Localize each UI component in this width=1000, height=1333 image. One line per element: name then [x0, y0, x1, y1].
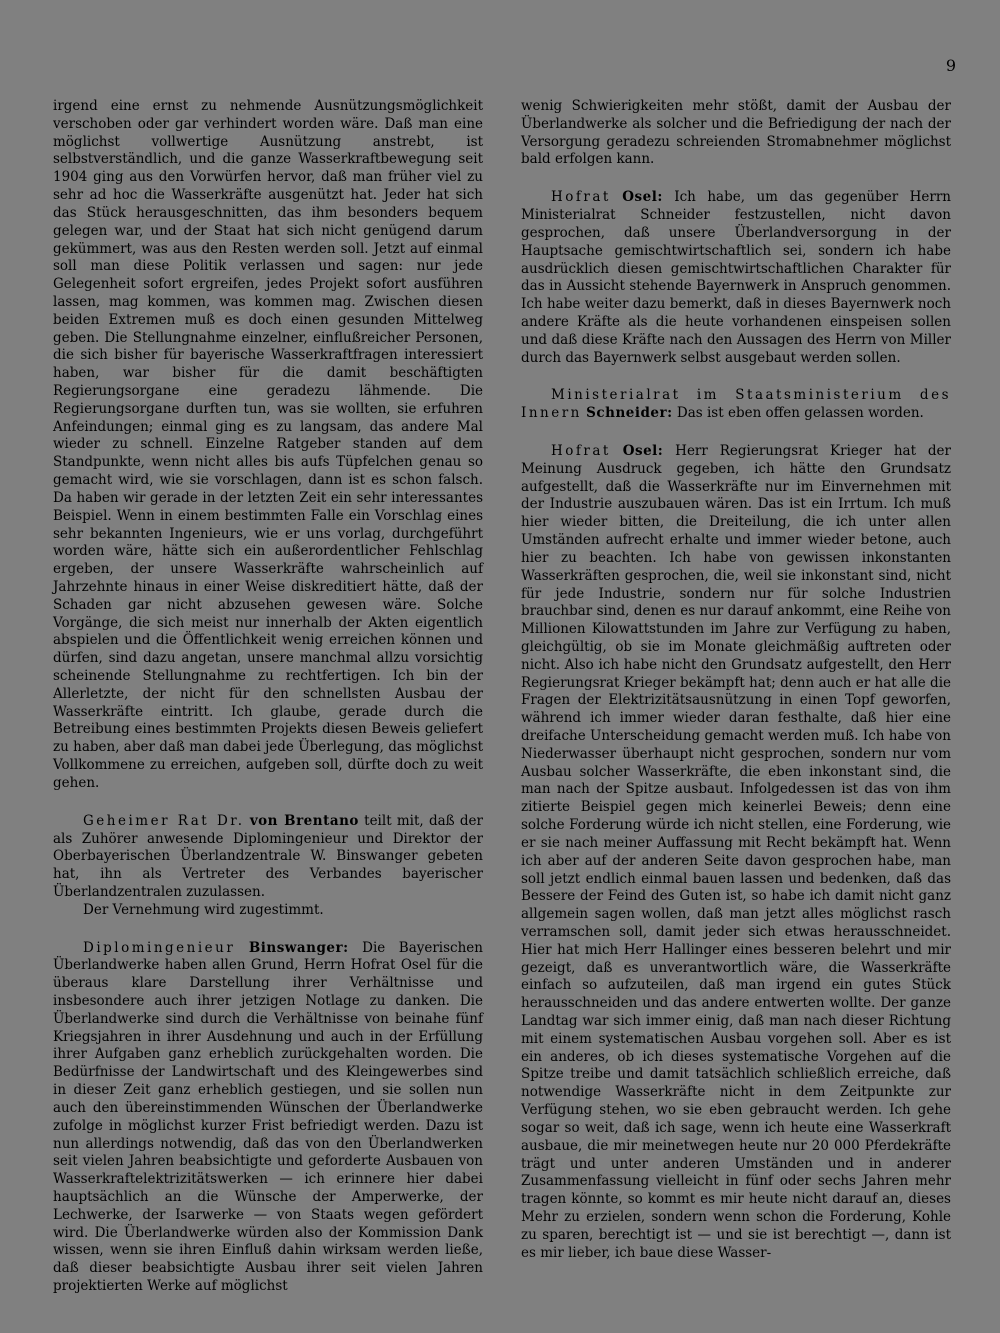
speaker-name: Binswanger: [248, 939, 349, 956]
paragraph [521, 443, 951, 1262]
right-column [521, 98, 951, 1262]
paragraph [53, 940, 483, 1296]
speaker-title: Diplomingenieur [83, 939, 236, 956]
paragraph-text: Der Vernehmung wird zugestimmt. [83, 901, 324, 918]
paragraph [53, 902, 483, 920]
paragraph [53, 98, 483, 793]
paragraph-text: teilt mit, daß der als Zuhörer anwesende Diplomingenieur und Direktor der Oberbayerischen Überlandzentrale W. Binswanger gebeten hat, ihn als Vertreter des Verbandes bayerischer Überlandzentralen zuzulassen. [53, 812, 484, 900]
speaker-title: Hofrat [551, 189, 611, 206]
speaker-name: Schneider: [586, 405, 673, 422]
paragraph-text: Herr Regierungsrat Krieger hat der Meinung Ausdruck gegeben, ich hätte den Grundsatz aufgestellt, daß die Wasserkräfte nur im Einvernehmen mit der Industrie auszubauen wären. Das ist ein Irrtum. Ich muß hier wieder bitten, die Dreiteilung, die ich unter allen Umständen aufrecht erhalte und immer wieder betone, auch hier zu beachten. Ich habe von gewissen inkonstanten Wasserkräften gesprochen, die, weil sie inkonstant sind, nicht für jede Industrie, sondern nur für solche Industrien brauchbar sind, denen es nur darauf ankommt, eine Reihe von Millionen Kilowattstunden im Jahre zur Verfügung zu haben, gleichgültig, ob sie im Monate gleichmäßig auftreten oder nicht. Also ich habe nicht den Grundsatz aufgestellt, den Herr Regierungsrat Krieger bekämpft hat; denn auch er hat alle die Fragen der Elektrizitätsausnützung in einen Topf geworfen, während ich immer wieder daran festhalte, daß hier eine dreifache Unterscheidung gemacht werden muß. Ich habe von Niederwasser überhaupt nicht gesprochen, sondern nur vom Ausbau solcher Wasserkräfte, die eben inkonstant sind, die man nach der Spitze ausbaut. Infolgedessen ist das von ihm zitierte Beispiel gegen mich keinerlei Beweis; denn eine solche Forderung würde ich nicht stellen, eine Forderung, wie er sie nach meiner Auffassung mit Recht bekämpft hat. Wenn ich aber auf der anderen Seite davon gesprochen habe, man soll jetzt endlich einmal bauen lassen und bedenken, daß das Bessere der Feind des Guten ist, so habe ich damit nicht ganz allgemein sagen wollen, daß man jetzt alles möglichst rasch verramschen soll, damit jeder sich etwas herausschneidet. Hier hat mich Herr Hallinger eines besseren belehrt und mir gezeigt, daß es unverantwortlich wäre, die Wasserkräfte einfach so aufzuteilen, daß man irgend ein gutes Stück herausschneiden und das andere entwerten wollte. Der ganze Landtag war sich immer einig, daß man nach dieser Richtung mit einem systematischen Ausbau vorgehen soll. Aber es ist ein anderes, ob ich dieses systematische Vorgehen auf die Spitze treibe und damit tatsächlich schließlich erreiche, daß notwendige Wasserkräfte nicht in dem Zeitpunkte zur Verfügung stehen, wo sie eben gebraucht werden. Ich gehe sogar so weit, daß ich sage, wenn ich heute eine Wasserkraft ausbaue, die mir meinetwegen heute nur 20 000 Pferdekräfte trägt und unter anderen Umständen und in anderer Zusammenfassung vielleicht in fünf oder sechs Jahren mehr tragen könnte, so kommt es mir heute nicht darauf an, dieses Mehr zu erzielen, sondern wenn schon die Forderung, Kohle zu sparen, berechtigt ist — und sie ist berechtigt —, dann ist es mir lieber, ich baue diese Wasser- [521, 443, 951, 1261]
left-column [53, 98, 483, 1296]
paragraph-text: Das ist eben offen gelassen worden. [672, 405, 924, 422]
page-number: 9 [945, 56, 957, 75]
speaker-name: Osel: [622, 443, 664, 459]
speaker-title: Geheimer Rat Dr. [83, 812, 245, 829]
speaker-title: Ministerialrat im Staatsministerium des Innern [521, 387, 951, 422]
paragraph [53, 813, 483, 902]
paragraph-text: irgend eine ernst zu nehmende Ausnützungsmöglichkeit verschoben oder gar verhindert worden wäre. Daß man eine möglichst vollwertige Ausnützung anstrebt, ist selbstverständlich, und die ganze Wasserkraftbewegung seit 1904 ging aus den Vorwürfen hervor, daß man früher viel zu sehr ad hoc die Wasserkräfte ausgenützt hat. Jeder hat sich das Stück herausgeschnitten, das ihm besonders bequem gelegen war, und der Staat hat sich nicht genügend darum gekümmert, was aus den Resten werden soll. Jetzt auf einmal soll man diese Politik verlassen und sagen: nur jede Gelegenheit sofort ergreifen, jedes Projekt sofort ausführen lassen, mag kommen, was kommen mag. Zwischen diesen beiden Extremen muß es doch einen gesunden Mittelweg geben. Die Stellungnahme einzelner, einflußreicher Personen, die sich bisher für bayerische Wasserkraftfragen interessiert haben, war bisher für die damit beschäftigten Regierungsorgane eine geradezu lähmende. Die Regierungsorgane durften tun, was sie wollten, sie erfuhren Anfeindungen; einmal ging es zu langsam, das andere Mal wieder zu schnell. Einzelne Ratgeber standen auf dem Standpunkte, wenn nicht alles bis aufs Tüpfelchen genau so gemacht wird, wie sie vorschlagen, dann ist es schon falsch. Da haben wir gerade in der letzten Zeit ein sehr interessantes Beispiel. Wenn in einem bestimmten Falle ein Vorschlag eines sehr bekannten Ingenieurs, wie er uns vorlag, durchgeführt worden wäre, hätte sich ein außerordentlicher Fehlschlag ergeben, der unsere Wasserkräfte wahrscheinlich auf Jahrzehnte hinaus in einer Weise diskreditiert hätte, daß der Schaden gar nicht abzusehen gewesen wäre. Solche Vorgänge, die sich meist nur innerhalb der Akten eigentlich abspielen und die Öffentlichkeit wenig erreichen können und dürfen, sind dazu angetan, unsere manchmal allzu vorsichtig scheinende Stellungnahme zu rechtfertigen. Ich bin der Allerletzte, der nicht für den schnellsten Ausbau der Wasserkräfte eintritt. Ich glaube, gerade durch die Betreibung eines bestimmten Projekts diesen Beweis geliefert zu haben, aber daß man dabei jede Überlegung, das möglichst Vollkommene zu erreichen, aufgeben soll, dürfte doch zu weit gehen. [53, 98, 483, 791]
paragraph [521, 98, 951, 169]
paragraph-text: Die Bayerischen Überlandwerke haben allen Grund, Herrn Hofrat Osel für die überaus klare Darstellung ihrer Verhältnisse und insbesondere auch ihrer jetzigen Notlage zu danken. Die Überlandwerke sind durch die Verhältnisse von beinahe fünf Kriegsjahren in ihrer Ausdehnung und auch in der Erfüllung ihrer Aufgaben ganz erheblich zurückgehalten worden. Die Bedürfnisse der Landwirtschaft und des Kleingewerbes sind in dieser Zeit ganz erheblich gestiegen, und sie sollen nun auch den übereinstimmenden Wünschen der Überlandwerke zufolge in möglichst kurzer Frist befriedigt werden. Dazu ist nun allerdings notwendig, daß das von den Überlandwerken seit vielen Jahren beabsichtigte und geforderte Ausbauen von Wasserkraftelektrizitätswerken — ich erinnere hier dabei hauptsächlich an die Wünsche der Amperwerke, der Lechwerke, der Isarwerke — von Staats wegen gefördert wird. Die Überlandwerke würden also der Kommission Dank wissen, wenn sie ihren Einfluß dahin wirksam werden ließe, daß dieser beabsichtigte Ausbau ihrer seit vielen Jahren projektierten Werke auf möglichst [53, 939, 483, 1294]
paragraph-text: Ich habe, um das gegenüber Herrn Ministerialrat Schneider festzustellen, nicht davon gesprochen, daß unsere Überlandversorgung in der Hauptsache gemischtwirtschaftlich sei, sondern ich habe ausdrücklich diesen gemischtwirtschaftlichen Charakter für das in Aussicht stehende Bayernwerk in Anspruch genommen. Ich habe weiter dazu bemerkt, daß in dieses Bayernwerk noch andere Kräfte als die heute vorhandenen einspeisen sollen und daß diese Kräfte nach den Aussagen des Herrn von Miller durch das Bayernwerk selbst ausgebaut werden sollen. [521, 189, 951, 366]
paragraph-text: wenig Schwierigkeiten mehr stößt, damit der Ausbau der Überlandwerke als solcher und die Befriedigung der nach der Versorgung geradezu schreienden Stromabnehmer möglichst bald erfolgen kann. [521, 98, 951, 168]
paragraph [521, 189, 951, 367]
speaker-name: Osel: [622, 189, 663, 206]
paragraph [521, 387, 951, 423]
speaker-title: Hofrat [551, 443, 611, 459]
speaker-name: von Brentano [249, 812, 359, 829]
